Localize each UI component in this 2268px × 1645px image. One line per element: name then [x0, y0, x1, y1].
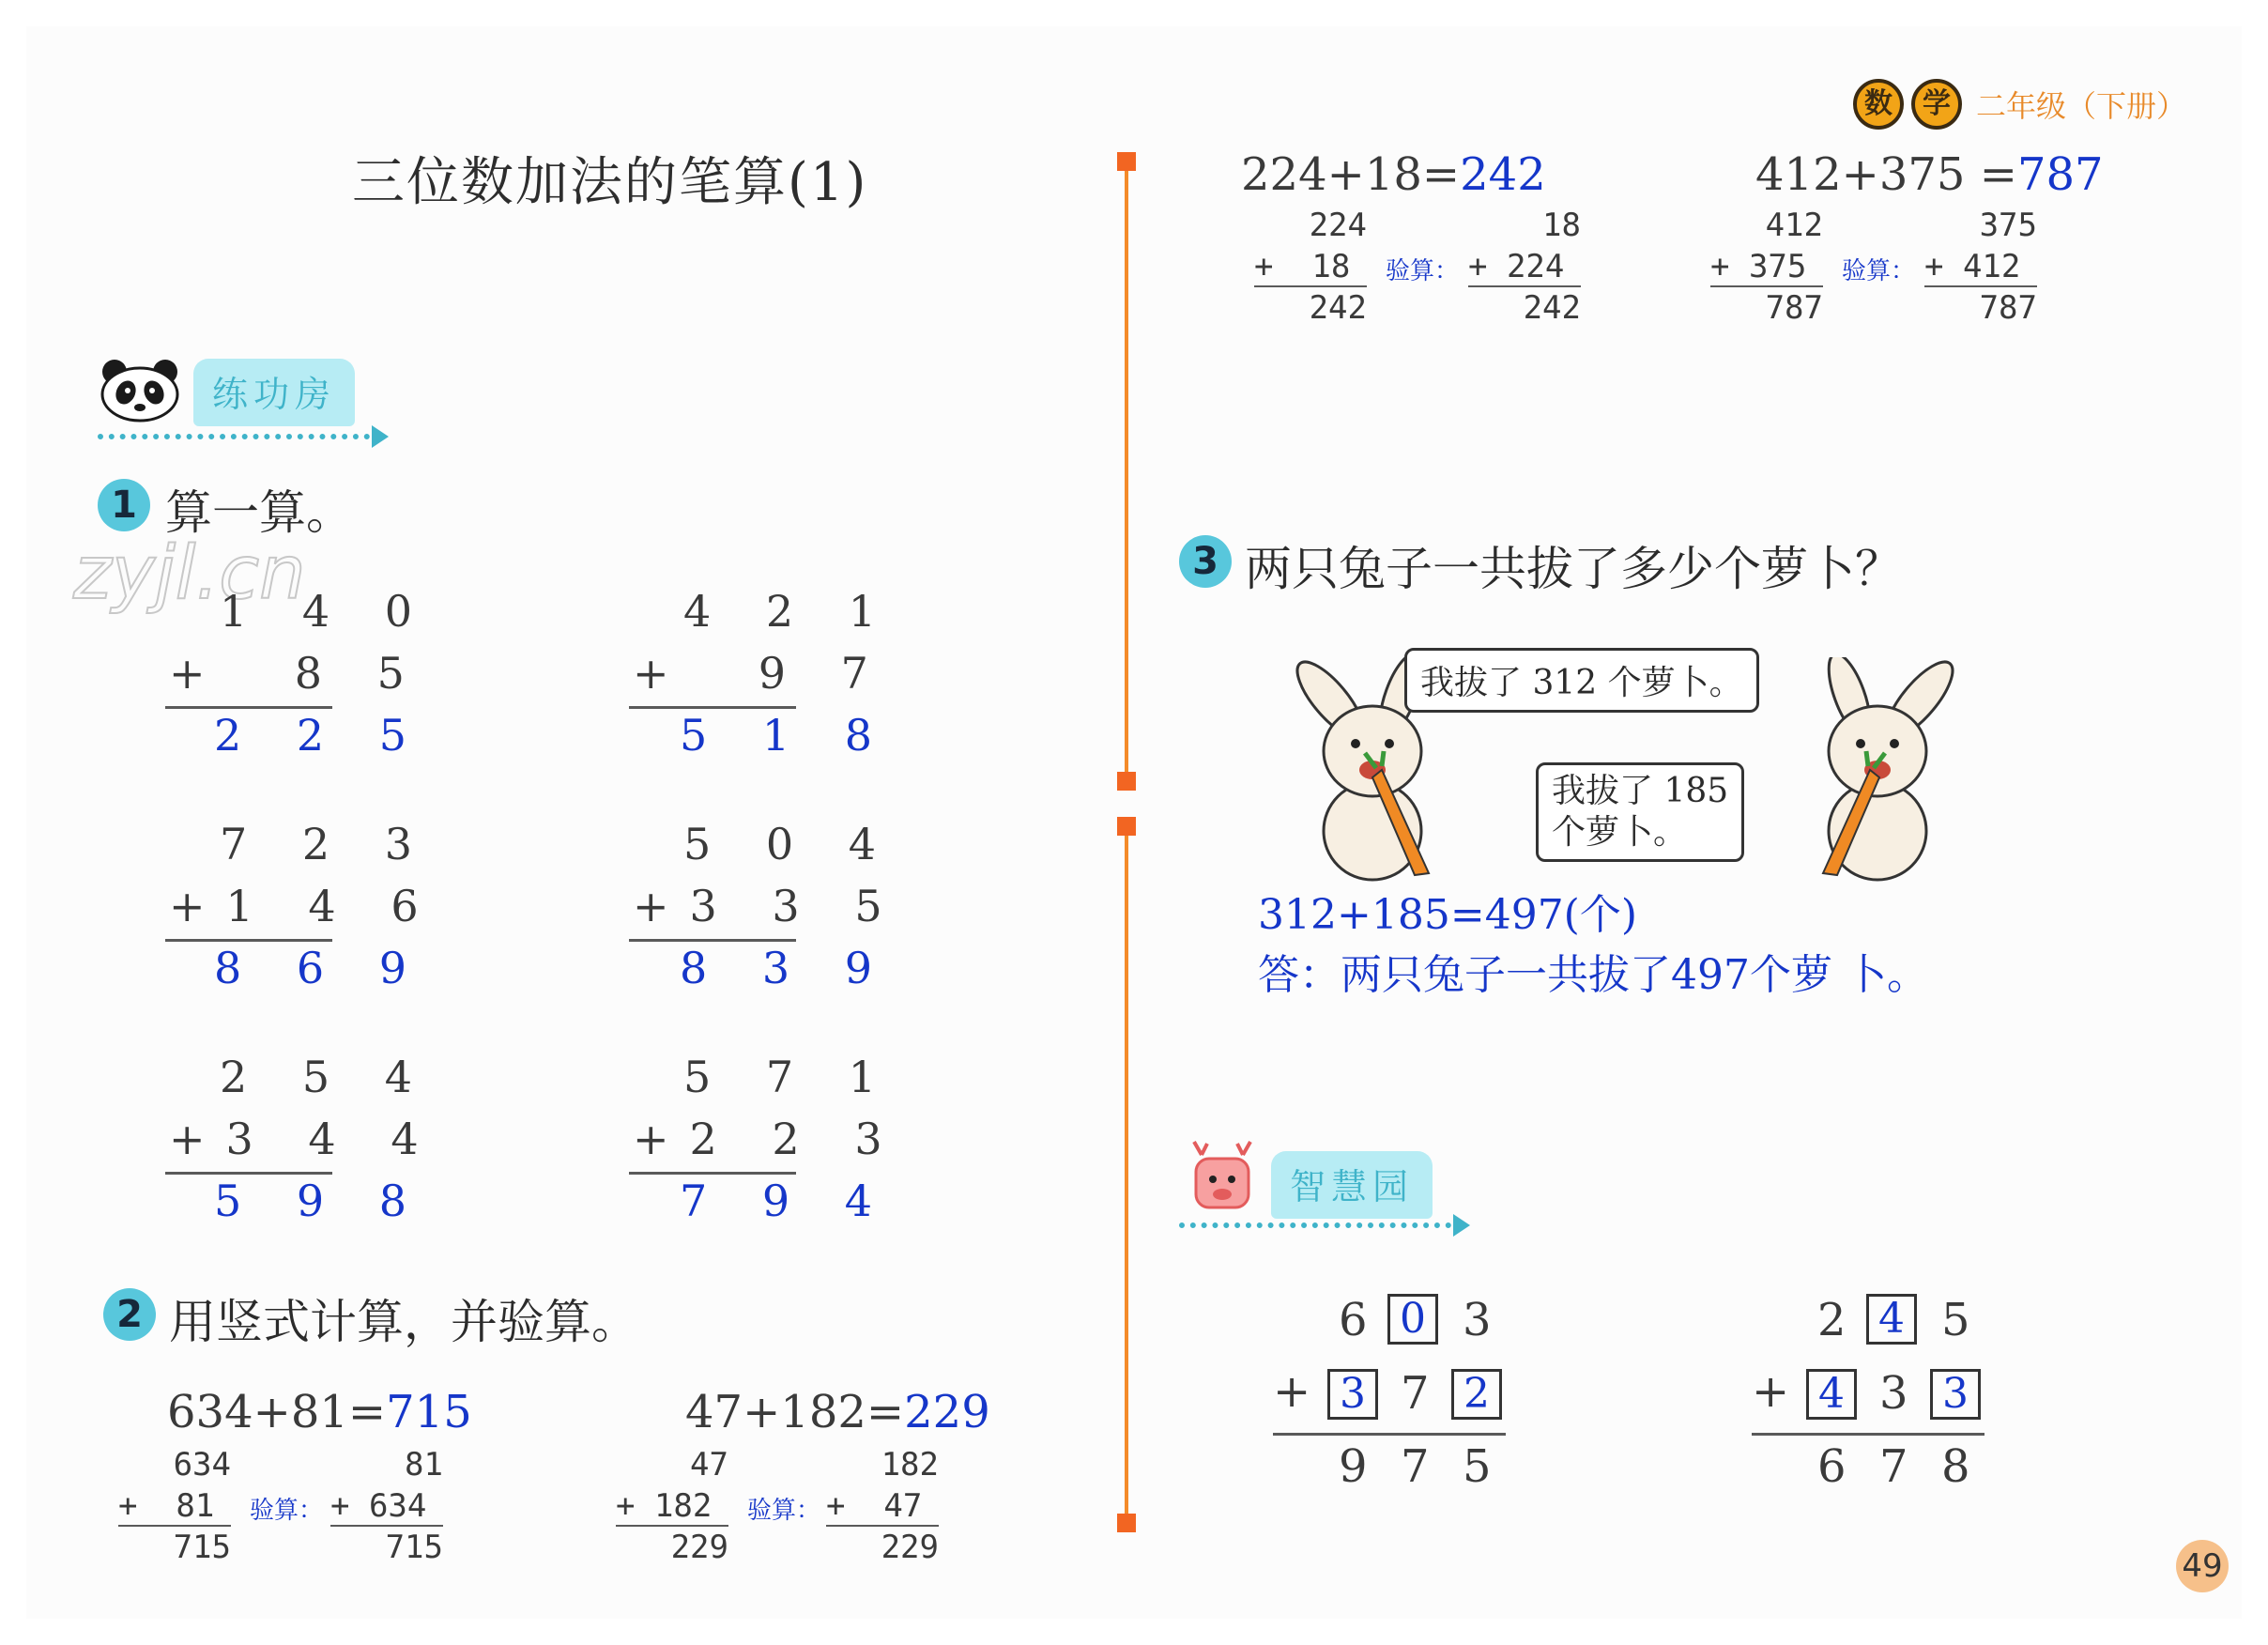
rabbit-right-illustration [1784, 657, 1971, 883]
speech-bubble-right: 我拔了 185 个萝卜。 [1536, 762, 1744, 862]
question-3-text: 两只兔子一共拔了多少个萝卜？ [1245, 542, 1902, 596]
divider-marker [1117, 817, 1136, 836]
speech-bubble-left: 我拔了 312 个萝卜。 [1404, 648, 1759, 713]
page-title: 三位数加法的笔算(1) [352, 152, 868, 213]
deer-icon [1185, 1138, 1260, 1213]
q3-answer: 答：两只兔子一共拔了497个萝 卜。 [1258, 951, 1928, 999]
subject-badge-1: 数 [1853, 79, 1904, 130]
center-divider-top [1125, 161, 1128, 781]
question-3-number: 3 [1179, 535, 1232, 588]
question-1-text: 算一算。 [165, 485, 353, 540]
section-wisdom-underline [1179, 1222, 1451, 1228]
page-number: 49 [2176, 1540, 2229, 1592]
arrow-right-icon [1453, 1214, 1470, 1237]
question-2-number: 2 [103, 1288, 156, 1341]
question-2-text: 用竖式计算，并验算。 [169, 1295, 638, 1349]
panda-icon [98, 357, 182, 423]
watermark: zyjl.cn [73, 531, 306, 616]
center-divider-bottom [1125, 826, 1128, 1521]
section-practice-underline [98, 434, 370, 439]
question-1-number: 1 [98, 479, 150, 531]
q3-equation: 312+185=497(个) [1258, 891, 1638, 939]
grade-label: 二年级（下册） [1976, 88, 2187, 124]
section-wisdom-banner: 智慧园 [1271, 1151, 1433, 1219]
divider-marker [1117, 152, 1136, 171]
subject-badge-2: 学 [1911, 79, 1962, 130]
section-practice-banner: 练功房 [193, 359, 355, 426]
arrow-right-icon [372, 425, 389, 448]
divider-marker [1117, 1514, 1136, 1532]
divider-marker [1117, 772, 1136, 791]
